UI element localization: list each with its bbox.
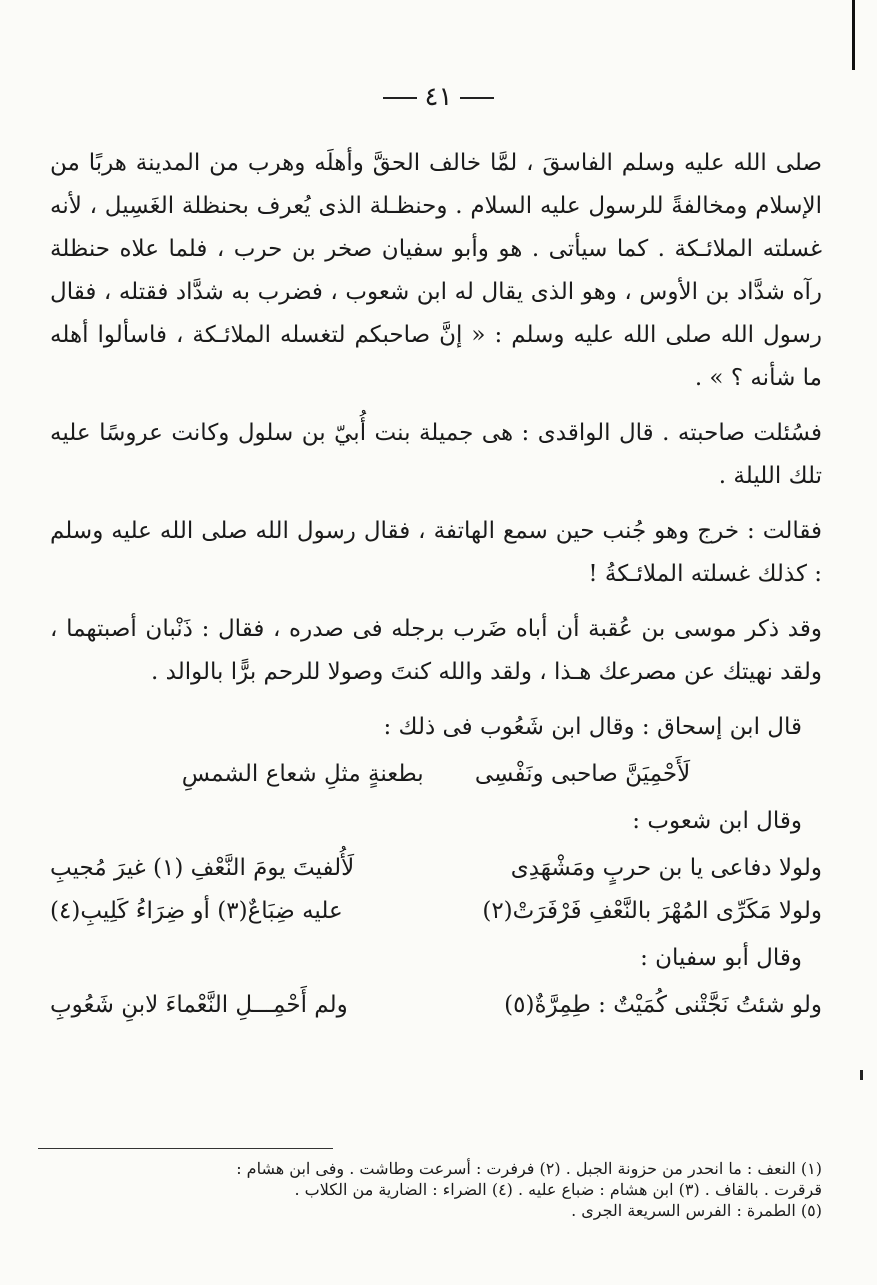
hemistich-first: ولو شئتُ نَجَّتْنى كُمَيْتٌ : طِمِرَّةٌ(٥) [504, 992, 822, 1018]
paragraph: فسُئلت صاحبته . قال الواقدى : هى جميلة بنت أُبيّ بن سلول وكانت عروسًا عليه تلك الليلة . [50, 420, 822, 489]
scan-edge-speck [860, 1070, 863, 1080]
verse-couplet [50, 890, 822, 933]
paragraph: وقد ذكر موسى بن عُقبة أن أباه ضَرب برجله فى صدره ، فقال : ذَنْبان أصبتهما ، ولقد نهيتك عن مصرعك هـذا ، ولقد والله كنتَ وصولا للرحم برًّا بالوالد . [50, 616, 822, 685]
main-text [50, 142, 822, 1027]
footnote-line: قرقرت . بالقاف . (٣) ابن هشام : ضباع عليه . (٤) الضراء : الضارية من الكلاب . [294, 1180, 822, 1199]
hemistich-second: عليه ضِبَاعٌ(٣) أو ضِرَاءُ كَلِيبِ(٤) [50, 898, 343, 924]
footnote-separator [38, 1148, 333, 1149]
verse-couplet [50, 753, 822, 796]
hemistich-first: لَأَحْمِيَنَّ صاحبى ونَفْسِى [474, 761, 691, 787]
verse-couplet [50, 984, 822, 1027]
page-number [0, 82, 877, 112]
verse-intro: وقال أبو سفيان : [640, 945, 802, 971]
footnote-line: (١) النعف : ما انحدر من حزونة الجبل . (٢) فرفرت : أسرعت وطاشت . وفى ابن هشام : [236, 1159, 822, 1178]
verse-couplet [50, 847, 822, 890]
page-number-text: ٤١ [424, 82, 453, 112]
paragraph: فقالت : خرج وهو جُنب حين سمع الهاتفة ، فقال رسول الله صلى الله عليه وسلم : كذلك غسلته الملائـكةُ ! [50, 518, 822, 587]
hemistich-first: ولولا مَكَرِّى المُهْرَ بالنَّعْفِ فَرْفَرَتْ(٢) [482, 898, 822, 924]
footnote-line: (٥) الطمرة : الفرس السريعة الجرى . [571, 1201, 822, 1220]
hemistich-second: لَأُلفيتَ يومَ النَّعْفِ (١) غيرَ مُجيبِ [50, 855, 355, 881]
paragraph: صلى الله عليه وسلم الفاسقَ ، لمَّا خالف الحقَّ وأهلَه وهرب من المدينة هربًا من الإسلام ومخالفةً للرسول عليه السلام . وحنظـلة الذى يُعرف بحنظلة الغَسِيل ، لأنه غسلته الملائـكة . كما سيأتى . هو وأبو سفيان صخر بن حرب ، فلما علاه حنظلة رآه شدَّاد بن الأوس ، وهو الذى يقال له ابن شعوب ، فضرب به شدَّاد فقتله ، فقال رسول الله صلى الله عليه وسلم : « إنَّ صاحبكم لتغسله الملائـكة ، فاسألوا أهله ما شأنه ؟ » . [50, 150, 823, 391]
verse-intro: وقال ابن شعوب : [632, 808, 802, 834]
footnotes [32, 1158, 822, 1221]
hemistich-second: ولم أَحْمِـــلِ النَّعْماءَ لابنِ شَعُوبِ [50, 992, 348, 1018]
scan-edge-mark [852, 0, 855, 70]
verse-intro: قال ابن إسحاق : وقال ابن شَعُوب فى ذلك : [383, 714, 802, 740]
hemistich-second: بطعنةٍ مثلِ شعاع الشمسِ [181, 761, 424, 787]
hemistich-first: ولولا دفاعى يا بن حربٍ ومَشْهَدِى [510, 855, 822, 881]
